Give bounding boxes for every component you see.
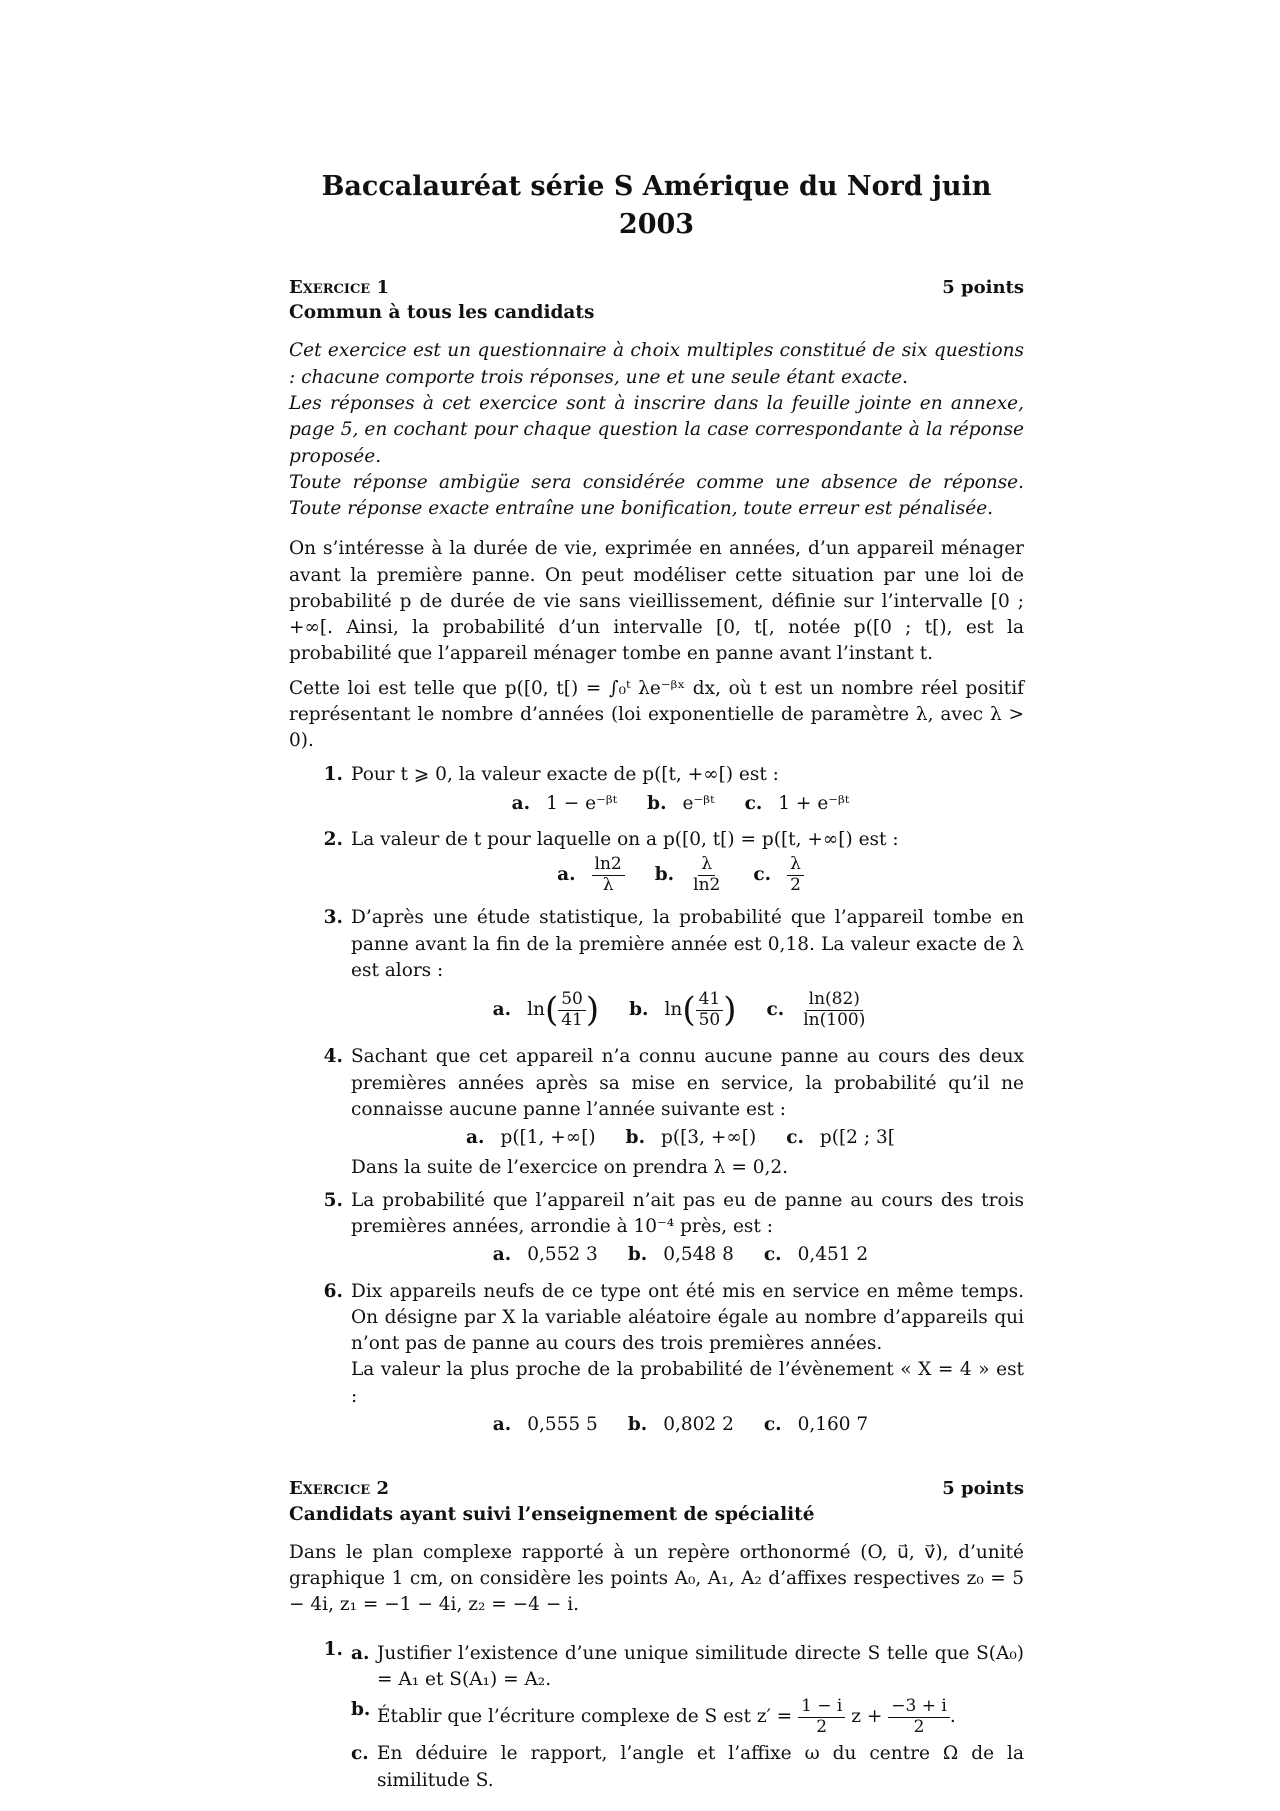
exercise-1-instructions <box>289 338 1024 522</box>
choice-label: c. <box>766 999 785 1021</box>
denominator: 41 <box>561 1009 583 1030</box>
exercise-1-audience: Commun à tous les candidats <box>289 302 595 324</box>
ln-label: ln <box>664 999 683 1021</box>
choice-b: ln( $\frac{41}{50}$ ) <box>664 989 737 1031</box>
question-6 <box>289 1279 1024 1443</box>
subquestion-c <box>351 1741 1024 1794</box>
exercise-2-points: 5 points <box>942 1478 1024 1500</box>
question-2 <box>289 827 1024 899</box>
choice-a: p([1, +∞[) <box>500 1127 596 1149</box>
choice-a <box>592 855 625 895</box>
question-text-2: La valeur la plus proche de la probabilité de l’évènement « X = 4 » est : <box>351 1359 1024 1407</box>
denominator: 2 <box>790 874 801 895</box>
question-number: 1. <box>323 1638 343 1660</box>
exercise-2-name: Exercice 2 <box>289 1478 389 1500</box>
choice-label: a. <box>492 999 512 1021</box>
choice-label: a. <box>492 1413 512 1435</box>
choice-label: b. <box>654 864 675 886</box>
subquestion-text: En déduire le rapport, l’angle et l’affixe ω du centre Ω de la similitude S. <box>377 1743 1024 1791</box>
question-text: La valeur de t pour laquelle on a p([0, t[) = p([t, +∞[) est : <box>351 828 899 850</box>
choice-label: b. <box>647 792 667 814</box>
question-number: 2. <box>323 828 343 850</box>
answer-choices <box>351 1125 1024 1151</box>
subquestion-a <box>351 1641 1024 1694</box>
exercise-2-context: Dans le plan complexe rapporté à un repère orthonormé (O, u⃗, v⃗), d’unité graphique 1 cm, on considère les points A₀, A₁, A₂ d’affixes respectives z₀ = 5 − 4i, z₁ = −1 − 4i, z₂ = −4 − i. <box>289 1541 1024 1616</box>
subquestion-label: a. <box>351 1642 370 1664</box>
fraction <box>798 1697 845 1737</box>
answer-choices <box>351 1412 1024 1438</box>
question-text: Pour t ⩾ 0, la valeur exacte de p([t, +∞[) est : <box>351 764 779 786</box>
denominator: 2 <box>816 1716 828 1737</box>
answer-choices <box>351 986 1024 1034</box>
numerator: ln(82) <box>806 990 863 1011</box>
exercise-1-law: Cette loi est telle que p([0, t[) = ∫₀ᵗ λe⁻ᵝˣ dx, où t est un nombre réel positif représentant le nombre d’années (loi exponentielle de paramètre λ, avec λ > 0). <box>289 677 1024 752</box>
exercise-1-header <box>289 275 1024 301</box>
question-number: 5. <box>323 1189 343 1211</box>
exercise-1-name: Exercice 1 <box>289 276 389 298</box>
numerator: −3 + i <box>888 1697 950 1718</box>
subquestion-label: b. <box>351 1699 371 1721</box>
choice-label: b. <box>627 1244 648 1266</box>
choice-b: 0,548 8 <box>663 1244 734 1266</box>
question-1 <box>289 762 1024 821</box>
denominator: 2 <box>913 1716 925 1737</box>
choice-c: 0,160 7 <box>797 1413 869 1435</box>
question-text: D’après une étude statistique, la probabilité que l’appareil tombe en panne avant la fin de la première année est 0,18. La valeur exacte de λ est alors : <box>351 907 1024 981</box>
choice-b: e⁻ᵝᵗ <box>682 792 715 814</box>
choice-b: p([3, +∞[) <box>661 1127 757 1149</box>
choice-label: c. <box>753 864 772 886</box>
subquestion-b: b. Établir que l’écriture complexe de S est z′ = $\frac{1 - i}{2}$ z + $\frac{-3 + i}{2}$ . <box>351 1696 956 1737</box>
choice-label: a. <box>492 1244 512 1266</box>
numerator: 41 <box>696 990 724 1011</box>
choice-label: b. <box>625 1127 646 1149</box>
numerator: λ <box>698 855 715 876</box>
formula-middle: z + <box>851 1706 883 1728</box>
choice-label: a. <box>557 864 576 886</box>
choice-c <box>800 990 868 1030</box>
exercise-1-context: On s’intéresse à la durée de vie, exprimée en années, d’un appareil ménager avant la première panne. On peut modéliser cette situation par une loi de probabilité p de durée de vie sans vieillissement, définie sur l’intervalle [0 ; +∞[. Ainsi, la probabilité d’un intervalle [0, t[, notée p([0 ; t[), est la probabilité que l’appareil ménager tombe en panne avant l’instant t. <box>289 538 1024 665</box>
answer-choices <box>351 1242 1024 1268</box>
choice-label: c. <box>763 1244 782 1266</box>
question-number: 3. <box>323 907 343 929</box>
answer-choices <box>351 791 1024 817</box>
subquestion-label: c. <box>351 1743 369 1765</box>
choice-c <box>787 855 804 895</box>
numerator: 50 <box>558 990 586 1011</box>
question-number: 4. <box>323 1046 343 1068</box>
denominator: 50 <box>698 1009 721 1030</box>
choice-a: ln( $\frac{50}{41}$ ) <box>527 989 600 1031</box>
choice-label: a. <box>511 792 531 814</box>
choice-b <box>690 855 723 895</box>
exercise-2-header <box>289 1476 1024 1502</box>
question-text: Sachant que cet appareil n’a connu aucune panne au cours des deux premières années après sa mise en service, la probabilité qu’il ne connaisse aucune panne l’année suivante est : <box>351 1046 1024 1120</box>
question-4 <box>289 1044 1024 1181</box>
choice-c: p([2 ; 3[ <box>819 1127 895 1149</box>
numerator: 1 − i <box>798 1697 845 1718</box>
answer-choices <box>351 855 1024 895</box>
choice-label: a. <box>466 1127 485 1149</box>
denominator: ln2 <box>693 874 721 895</box>
exercise-2-audience: Candidats ayant suivi l’enseignement de spécialité <box>289 1503 815 1525</box>
choice-c: 0,451 2 <box>797 1244 869 1266</box>
question-text: La probabilité que l’appareil n’ait pas eu de panne au cours des trois premières années, arrondie à 10⁻⁴ près, est : <box>351 1189 1024 1237</box>
ex2-question-1 <box>289 1637 1024 1794</box>
choice-label: b. <box>629 999 649 1021</box>
instruction-line: Toute réponse ambigüe sera considérée comme une absence de réponse. Toute réponse exacte entraîne une bonification, toute erreur est pénalisée. <box>289 471 1024 520</box>
document-page <box>289 150 1024 1794</box>
denominator: ln(100) <box>803 1009 866 1030</box>
question-number: 6. <box>323 1280 343 1302</box>
choice-label: c. <box>763 1413 782 1435</box>
question-5 <box>289 1188 1024 1273</box>
choice-c: 1 + e⁻ᵝᵗ <box>778 792 850 814</box>
denominator: λ <box>602 874 614 895</box>
choice-a: 0,555 5 <box>527 1413 598 1435</box>
choice-a: 1 − e⁻ᵝᵗ <box>546 792 618 814</box>
page-title: Baccalauréat série S Amérique du Nord juin 2003 <box>321 171 992 241</box>
subquestion-text: Établir que l’écriture complexe de S est z′ = <box>377 1706 793 1728</box>
question-3 <box>289 905 1024 1038</box>
choice-label: c. <box>744 792 763 814</box>
question-text: Dix appareils neufs de ce type ont été mis en service en même temps. On désigne par X la variable aléatoire égale au nombre d’appareils qui n’ont pas de panne au cours des trois premières années. <box>351 1280 1024 1355</box>
instruction-line: Cet exercice est un questionnaire à choix multiples constitué de six questions : chacune comporte trois réponses, une et une seule étant exacte. <box>289 340 1024 388</box>
choice-b: 0,802 2 <box>663 1413 734 1435</box>
exercise-1-points: 5 points <box>942 276 1024 298</box>
numerator: ln2 <box>592 855 625 876</box>
numerator: λ <box>787 855 804 876</box>
instruction-line: Les réponses à cet exercice sont à inscrire dans la feuille jointe en annexe, page 5, en cochant pour chaque question la case correspondante à la réponse proposée. <box>289 393 1024 467</box>
question-number: 1. <box>323 764 343 786</box>
subquestion-text: Justifier l’existence d’une unique similitude directe S telle que S(A₀) = A₁ et S(A₁) = A₂. <box>377 1642 1024 1690</box>
ln-label: ln <box>527 999 545 1021</box>
fraction <box>888 1697 950 1737</box>
question-note: Dans la suite de l’exercice on prendra λ = 0,2. <box>351 1157 789 1179</box>
choice-a: 0,552 3 <box>527 1244 598 1266</box>
choice-label: b. <box>627 1413 648 1435</box>
choice-label: c. <box>786 1127 804 1149</box>
